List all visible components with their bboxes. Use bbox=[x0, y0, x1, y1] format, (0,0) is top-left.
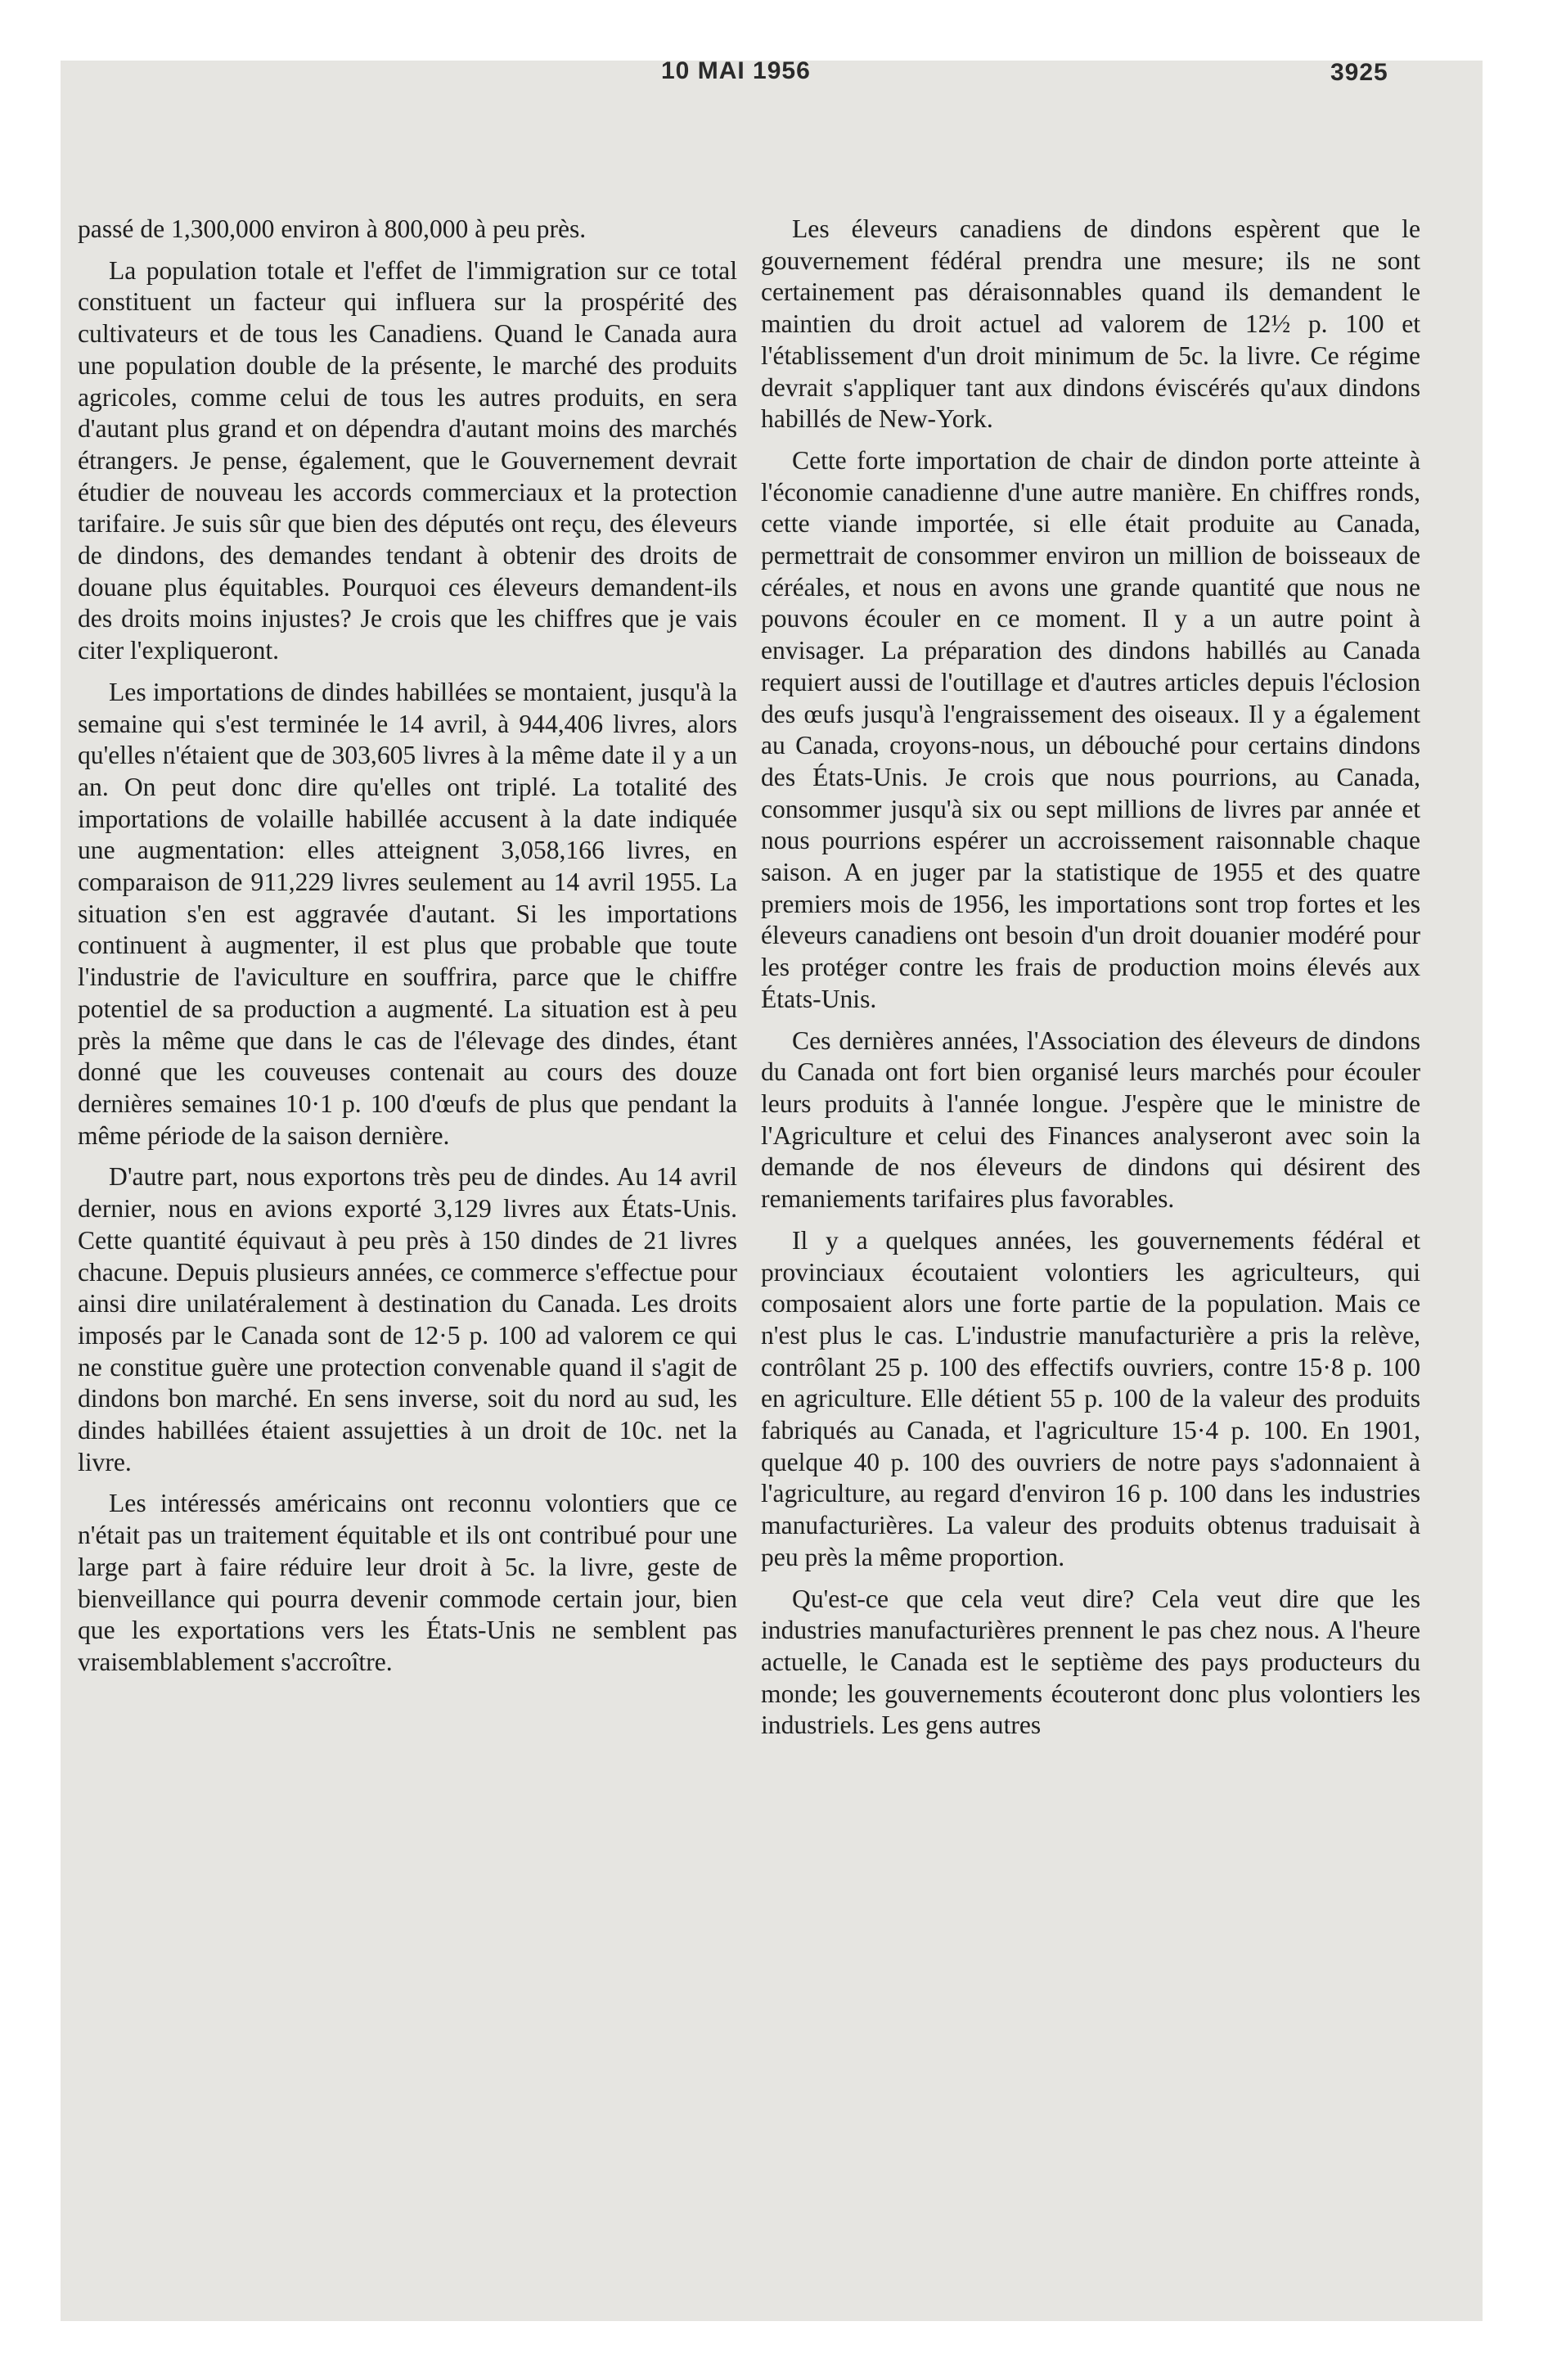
paragraph: Qu'est-ce que cela veut dire? Cela veut dire que les industries manufacturières prennent le pas chez nous. A l'heure actuelle, le Canada est le septième des pays producteurs du monde; les gouvernements écouteront donc plus volontiers les industriels. Les gens autres bbox=[761, 1584, 1420, 1740]
paragraph: La population totale et l'effet de l'immigration sur ce total constituent un facteur qui influera sur la prospérité des cultivateurs et de tous les Canadiens. Quand le Canada aura une population double de la présente, le marché des produits agricoles, comme celui de tous les autres produits, en sera d'autant plus grand et on dépendra d'autant moins des marchés étrangers. Je pense, également, que le Gouvernement devrait étudier de nouveau les accords commerciaux et la protection tarifaire. Je suis sûr que bien des députés ont reçu, des éleveurs de dindons, des demandes tendant à obtenir des droits de douane plus équitables. Pourquoi ces éleveurs demandent-ils des droits moins injustes? Je crois que les chiffres que je vais citer l'expliqueront. bbox=[78, 255, 737, 665]
paragraph: Les éleveurs canadiens de dindons espèrent que le gouvernement fédéral prendra une mesure; ils ne sont certainement pas déraisonnables quand ils demandent le maintien du droit actuel ad valorem de 12½ p. 100 et l'établissement d'un droit minimum de 5c. la livre. Ce régime devrait s'appliquer tant aux dindons éviscérés qu'aux dindons habillés de New-York. bbox=[761, 214, 1420, 434]
paragraph: Ces dernières années, l'Association des éleveurs de dindons du Canada ont fort bien organisé leurs marchés pour écouler leurs produits à l'année longue. J'espère que le ministre de l'Agriculture et celui des Finances analyseront avec soin la demande de nos éleveurs de dindons qui désirent des remaniements tarifaires plus favorables. bbox=[761, 1025, 1420, 1214]
paragraph: D'autre part, nous exportons très peu de dindes. Au 14 avril dernier, nous en avions exporté 3,129 livres aux États-Unis. Cette quantité équivaut à peu près à 150 dindes de 21 livres chacune. Depuis plusieurs années, ce commerce s'effectue pour ainsi dire unilatéralement à destination du Canada. Les droits imposés par le Canada sont de 12·5 p. 100 ad valorem ce qui ne constitue guère une protection convenable quand il s'agit de dindons bon marché. En sens inverse, soit du nord au sud, les dindes habillées étaient assujetties à un droit de 10c. net la livre. bbox=[78, 1162, 737, 1476]
paragraph: Il y a quelques années, les gouvernements fédéral et provinciaux écoutaient volontiers les agriculteurs, qui composaient alors une forte partie de la population. Mais ce n'est plus le cas. L'industrie manufacturière a pris la relève, contrôlant 25 p. 100 des effectifs ouvriers, contre 15·8 p. 100 en agriculture. Elle détient 55 p. 100 de la valeur des produits fabriqués au Canada, et l'agriculture 15·4 p. 100. En 1901, quelque 40 p. 100 des ouvriers de notre pays s'adonnaient à l'agriculture, au regard d'environ 16 p. 100 dans les industries manufacturières. La valeur des produits obtenus traduisait à peu près la même proportion. bbox=[761, 1225, 1420, 1571]
right-column bbox=[761, 214, 1420, 1751]
paragraph: Les intéressés américains ont reconnu volontiers que ce n'était pas un traitement équitable et ils ont contribué pour une large part à faire réduire leur droit à 5c. la livre, geste de bienveillance qui pourra devenir commode certain jour, bien que les exportations vers les États-Unis ne semblent pas vraisemblablement s'accroître. bbox=[78, 1489, 737, 1676]
paragraph: passé de 1,300,000 environ à 800,000 à peu près. bbox=[78, 214, 587, 243]
running-head-date: 10 MAI 1956 bbox=[661, 57, 811, 84]
paragraph: Les importations de dindes habillées se montaient, jusqu'à la semaine qui s'est terminée le 14 avril, à 944,406 livres, alors qu'elles n'étaient que de 303,605 livres à la même date il y a un an. On peut donc dire qu'elles ont triplé. La totalité des importations de volaille habillée accusent à la date indiquée une augmentation: elles atteignent 3,058,166 livres, en comparaison de 911,229 livres seulement au 14 avril 1955. La situation s'en est aggravée d'autant. Si les importations continuent à augmenter, il est plus que probable que toute l'industrie de l'aviculture en souffrira, parce que le chiffre potentiel de sa production a augmenté. La situation est à peu près la même que dans le cas de l'élevage des dindes, étant donné que les couveuses contenait au cours des douze dernières semaines 10·1 p. 100 d'œufs de plus que pendant la même période de la saison dernière. bbox=[78, 677, 737, 1150]
paragraph: Cette forte importation de chair de dindon porte atteinte à l'économie canadienne d'une autre manière. En chiffres ronds, cette viande importée, si elle était produite au Canada, permettrait de consommer environ un million de boisseaux de céréales, et nous en avons une grande quantité que nous ne pouvons écouler en ce moment. Il y a un autre point à envisager. La préparation des dindons habillés au Canada requiert aussi de l'outillage et d'autres articles depuis l'éclosion des œufs jusqu'à l'engraissement des oiseaux. Il y a également au Canada, croyons-nous, un débouché pour certains dindons des États-Unis. Je crois que nous pourrions, au Canada, consommer jusqu'à six ou sept millions de livres par année et nous pourrions espérer un accroissement raisonnable chaque saison. A en juger par la statistique de 1955 et des quatre premiers mois de 1956, les importations sont trop fortes et les éleveurs canadiens ont besoin d'un droit douanier modéré pour les protéger contre les frais de production moins élevés aux États-Unis. bbox=[761, 445, 1420, 1013]
page-number: 3925 bbox=[1330, 59, 1388, 86]
left-column bbox=[78, 214, 737, 1688]
